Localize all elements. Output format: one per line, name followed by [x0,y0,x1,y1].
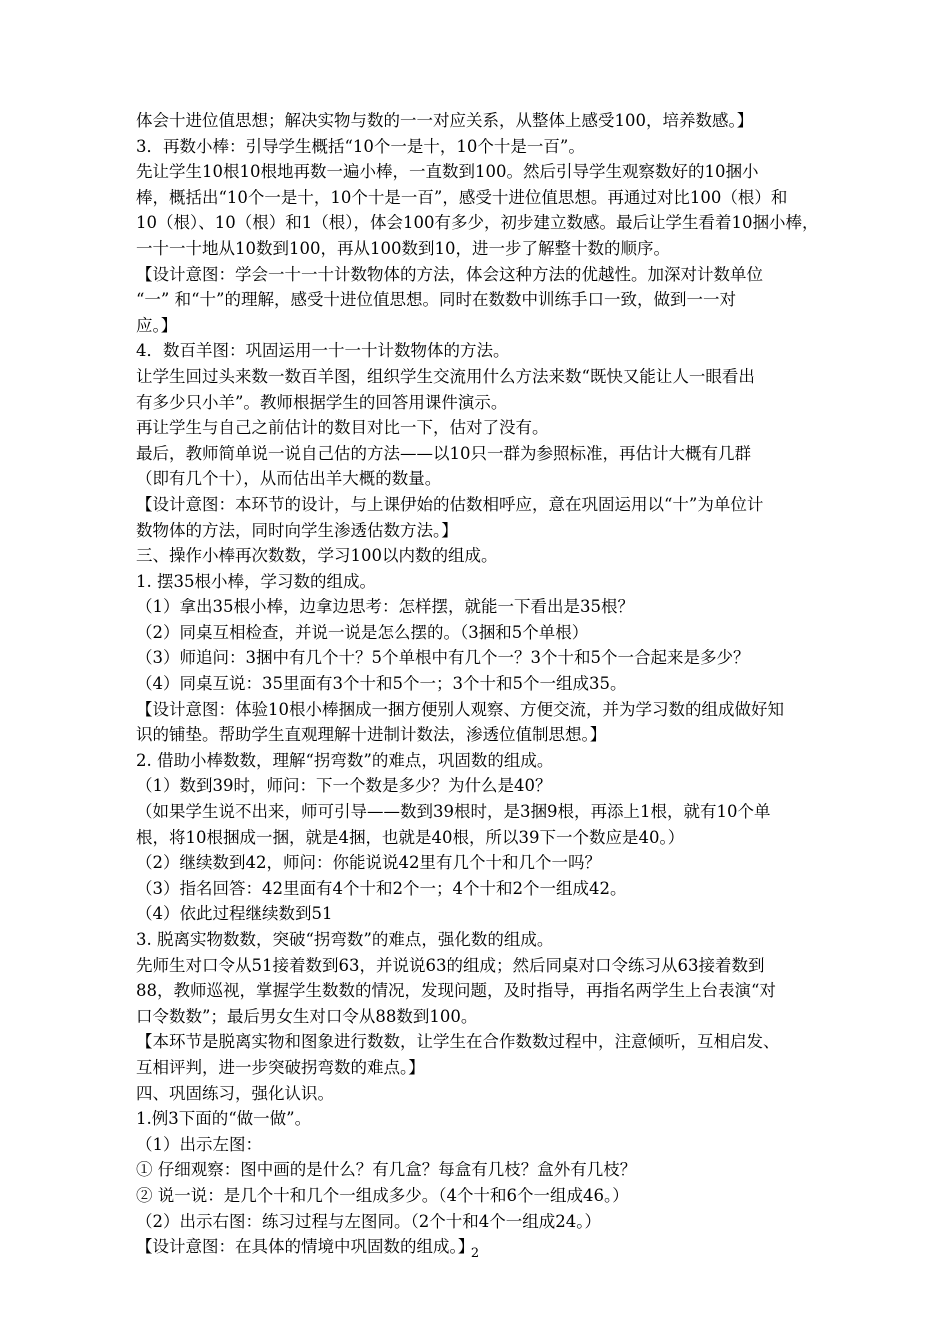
text-line: 4．数百羊图：巩固运用一十一十计数物体的方法。 [136,341,510,361]
page-number: 2 [470,1246,480,1261]
text-line: 棒，概括出“10个一是十，10个十是一百”，感受十进位值思想。再通过对比100（根）和 [136,187,788,207]
text-line: （4）同桌互说：35里面有3个十和5个一；3个十和5个一组成35。 [136,674,627,694]
text-line: 3．再数小棒：引导学生概括“10个一是十，10个十是一百”。 [136,136,585,156]
text-line: 数物体的方法，同时向学生渗透估数方法。】 [136,520,458,540]
text-line: 口令数数”；最后男女生对口令从88数到100。 [136,1006,478,1026]
text-line: 体会十进位值思想；解决实物与数的一一对应关系，从整体上感受100，培养数感。】 [136,111,754,130]
text-line: ② 说一说：是几个十和几个一组成多少。（4个十和6个一组成46。） [136,1185,629,1205]
text-line: 一十一十地从10数到100，再从100数到10，进一步了解整十数的顺序。 [136,238,670,258]
text-line: （2）继续数到42，师问：你能说说42里有几个十和几个一吗？ [136,853,601,873]
text-line: （即有几个十），从而估出羊大概的数量。 [136,469,442,489]
text-line: 根，将10根捆成一捆，就是4捆，也就是40根，所以39下一个数应是40。） [136,827,685,847]
text-line: 先让学生10根10根地再数一遍小棒，一直数到100。然后引导学生观察数好的10捆小 [136,162,759,182]
text-line: 识的铺垫。帮助学生直观理解十进制计数法，渗透位值制思想。】 [136,725,607,745]
text-line: 【本环节是脱离实物和图象进行数数，让学生在合作数数过程中，注意倾听，互相启发、 [136,1032,780,1052]
text-line: （4）依此过程继续数到51 [136,904,333,924]
text-line: 应。】 [136,315,178,335]
text-line: 【设计意图：体验10根小棒捆成一捆方便别人观察、方便交流，并为学习数的组成做好知 [136,699,784,719]
text-line: 三、操作小棒再次数数，学习100以内数的组成。 [136,546,498,566]
text-line: 【设计意图：在具体的情境中巩固数的组成。】 [136,1237,475,1257]
text-line: 有多少只小羊”。教师根据学生的回答用课件演示。 [136,392,508,412]
text-line: “一” 和“十”的理解，感受十进位值思想。同时在数数中训练手口一致，做到一一对 [136,290,736,310]
text-line: （1）数到39时，师问：下一个数是多少？为什么是40？ [136,776,552,796]
text-line: 让学生回过头来数一数百羊图，组织学生交流用什么方法来数“既快又能让人一眼看出 [136,366,755,386]
document-body [136,108,836,1260]
text-line: （1）出示左图： [136,1134,262,1154]
text-line: 10（根）、10（根）和1（根），体会100有多少，初步建立数感。最后让学生看着10捆小棒， [136,213,819,233]
text-line: 互相评判，进一步突破拐弯数的难点。】 [136,1057,425,1077]
text-line: （3）指名回答：42里面有4个十和2个一；4个十和2个一组成42。 [136,878,627,898]
text-line: （2）出示右图：练习过程与左图同。（2个十和4个一组成24。） [136,1211,601,1231]
text-line: 再让学生与自己之前估计的数目对比一下，估对了没有。 [136,418,549,438]
text-line: （2）同桌互相检查，并说一说是怎么摆的。（3捆和5个单根） [136,622,589,642]
text-line: （1）拿出35根小棒，边拿边思考：怎样摆，就能一下看出是35根？ [136,597,634,617]
text-line: 四、巩固练习，强化认识。 [136,1083,334,1103]
text-line: 2. 借助小棒数数，理解“拐弯数”的难点，巩固数的组成。 [136,750,554,770]
text-line: ① 仔细观察：图中画的是什么？有几盒？每盒有几枝？盒外有几枝？ [136,1160,637,1180]
text-line: 先师生对口令从51接着数到63，并说说63的组成；然后同桌对口令练习从63接着数到 [136,955,765,975]
text-line: 88，教师巡视，掌握学生数数的情况，发现问题，及时指导，再指名两学生上台表演“对 [136,981,776,1001]
text-line: （3）师追问：3捆中有几个十？5个单根中有几个一？3个十和5个一合起来是多少？ [136,648,750,668]
text-line: 【设计意图：学会一十一十计数物体的方法，体会这种方法的优越性。加深对计数单位 [136,264,763,284]
text-line: 3. 脱离实物数数，突破“拐弯数”的难点，强化数的组成。 [136,930,554,949]
text-line: （如果学生说不出来，师可引导——数到39根时，是3捆9根，再添上1根，就有10个单 [136,802,771,822]
text-line: 1.例3下面的“做一做”。 [136,1109,312,1129]
text-line: 【设计意图：本环节的设计，与上课伊始的估数相呼应，意在巩固运用以“十”为单位计 [136,494,764,514]
text-line: 最后，教师简单说一说自己估的方法——以10只一群为参照标准，再估计大概有几群 [136,443,751,463]
text-line: 1. 摆35根小棒，学习数的组成。 [136,571,376,591]
